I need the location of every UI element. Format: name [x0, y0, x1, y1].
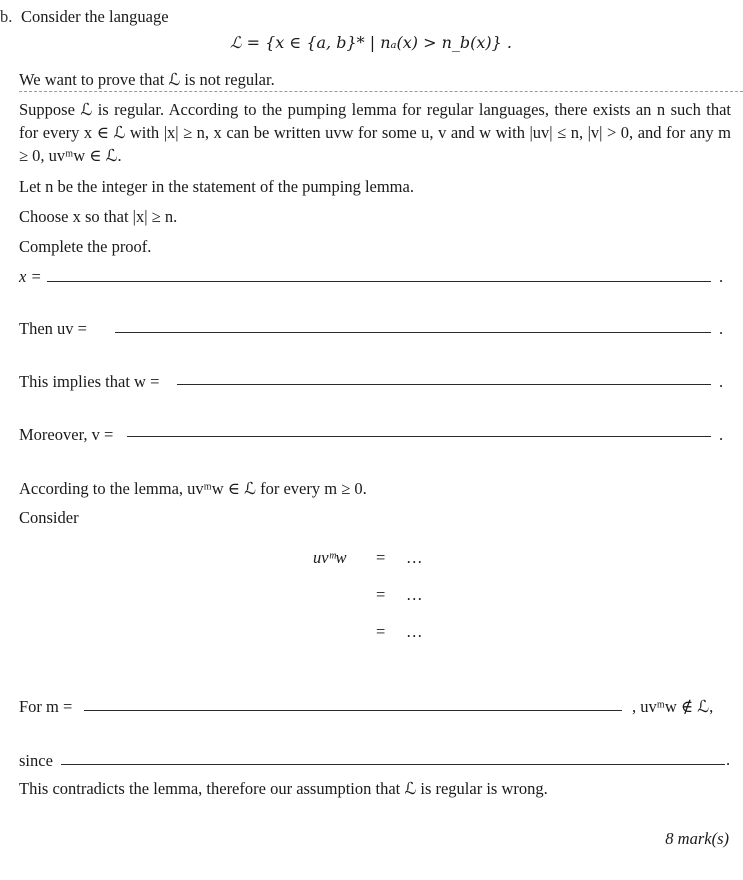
not-in-language-text: , uvᵐw ∉ ℒ,: [632, 697, 714, 716]
goal-text: We want to prove that ℒ is not regular.: [19, 70, 275, 89]
question-label: b.: [0, 7, 13, 26]
uv-answer-line[interactable]: [115, 332, 711, 333]
v-line-period: .: [719, 425, 724, 444]
w-line-period: .: [719, 372, 724, 391]
let-n-text: Let n be the integer in the statement of the pumping lemma.: [19, 177, 414, 196]
choose-x-text: Choose x so that |x| ≥ n.: [19, 207, 178, 226]
complete-proof-text: Complete the proof.: [19, 237, 152, 256]
equation-dots-3: …: [406, 622, 423, 641]
x-line-period: .: [719, 267, 724, 286]
assumption-paragraph: Suppose ℒ is regular. According to the pumping lemma for regular languages, there exists an n such that for every x ∈ ℒ with |x| ≥ n, x can be written uvw for some u, v and w with |uv| ≤ n, |v| > 0, and for any m ≥ 0, uvᵐw ∈ ℒ.: [19, 100, 731, 165]
for-m-label: For m =: [19, 697, 73, 716]
since-answer-line[interactable]: [61, 764, 725, 765]
v-answer-line[interactable]: [127, 436, 711, 437]
equation-dots-1: …: [406, 548, 423, 567]
since-line-period: .: [726, 750, 731, 769]
m-answer-line[interactable]: [84, 710, 622, 711]
equation-eq-3: =: [376, 622, 386, 641]
equation-lhs: uvᵐw: [313, 548, 347, 567]
x-blank-label: x =: [19, 267, 42, 286]
w-answer-line[interactable]: [177, 384, 711, 385]
equation-eq-2: =: [376, 585, 386, 604]
divider: [19, 91, 743, 92]
equation-eq-1: =: [376, 548, 386, 567]
lemma-statement: According to the lemma, uvᵐw ∈ ℒ for every m ≥ 0.: [19, 479, 367, 498]
v-blank-label: Moreover, v =: [19, 425, 114, 444]
contradiction-text: This contradicts the lemma, therefore our assumption that ℒ is regular is wrong.: [19, 779, 548, 798]
w-blank-label: This implies that w =: [19, 372, 160, 391]
equation-dots-2: …: [406, 585, 423, 604]
uv-blank-label: Then uv =: [19, 319, 87, 338]
intro-text: Consider the language: [21, 7, 169, 26]
uv-line-period: .: [719, 319, 724, 338]
since-label: since: [19, 751, 53, 770]
language-definition: ℒ = {x ∈ {a, b}* | nₐ(x) > n_b(x)} .: [230, 33, 512, 52]
marks-label: 8 mark(s): [665, 829, 729, 848]
consider-text: Consider: [19, 508, 79, 527]
x-answer-line[interactable]: [47, 281, 711, 282]
